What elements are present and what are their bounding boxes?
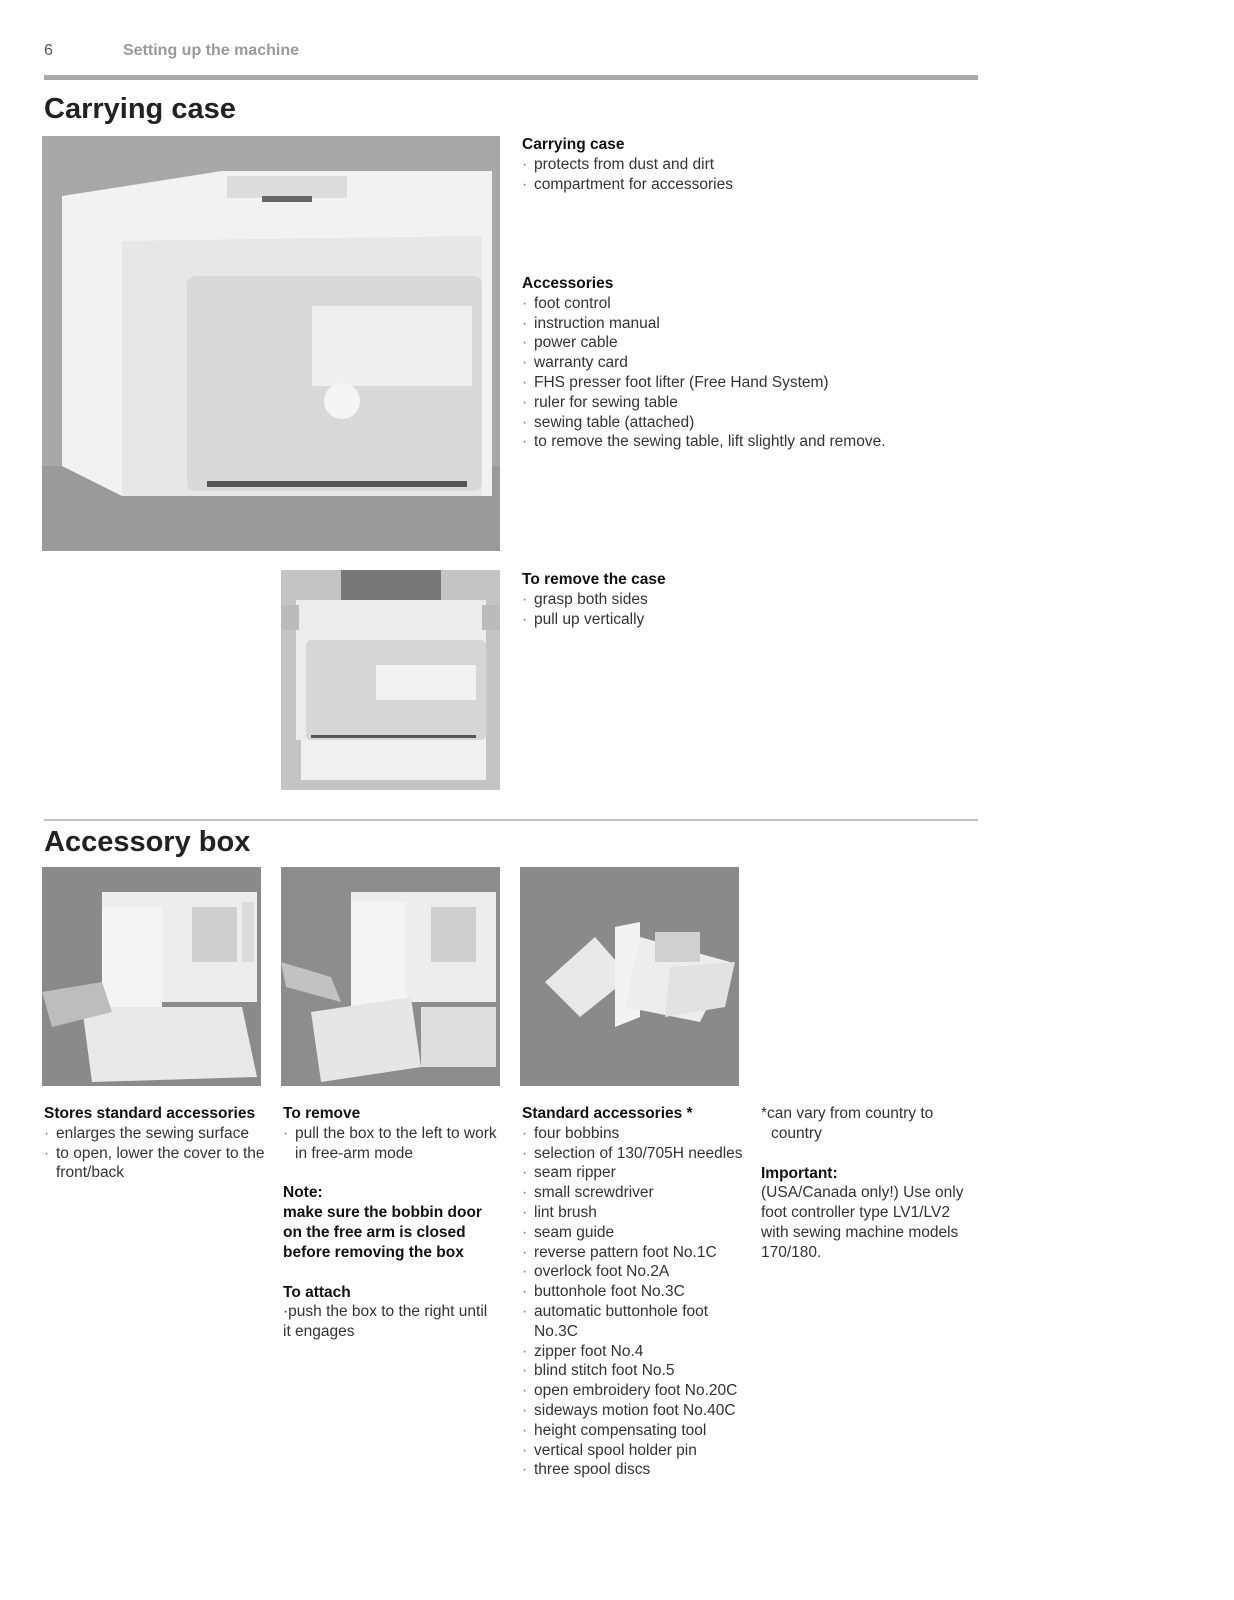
remove-case-title: To remove the case	[522, 571, 666, 588]
list-item: · pull up vertically	[522, 610, 822, 630]
attach-box-text: ·push the box to the right until it engages	[283, 1303, 488, 1341]
list-item: · lint brush	[522, 1203, 754, 1223]
list-item: · pull the box to the left to work in free-arm mode	[283, 1124, 505, 1164]
accessory-box-remove-photo	[281, 867, 500, 1086]
section-heading-accessory-box: Accessory box	[44, 826, 251, 858]
accessories-title: Accessories	[522, 275, 614, 292]
list-item: · open embroidery foot No.20C	[522, 1381, 754, 1401]
list-item: · blind stitch foot No.5	[522, 1361, 754, 1381]
remove-box-description	[283, 1104, 505, 1342]
remove-case-photo	[281, 570, 500, 790]
list-item: · protects from dust and dirt	[522, 155, 982, 175]
stores-accessories-description	[44, 1104, 269, 1183]
list-item: · four bobbins	[522, 1124, 754, 1144]
list-item: · compartment for accessories	[522, 175, 982, 195]
carrying-case-title: Carrying case	[522, 136, 625, 153]
carrying-case-description	[522, 135, 982, 194]
standard-accessories-photo	[520, 867, 739, 1086]
list-item: · overlock foot No.2A	[522, 1262, 754, 1282]
country-footnote: *can vary from country to country	[761, 1105, 934, 1142]
list-item: · seam ripper	[522, 1163, 754, 1183]
accessories-description	[522, 274, 982, 452]
list-item: · seam guide	[522, 1223, 754, 1243]
standard-accessories-list	[522, 1104, 754, 1480]
list-item: · instruction manual	[522, 314, 982, 334]
list-item: · foot control	[522, 294, 982, 314]
list-item: · selection of 130/705H needles	[522, 1144, 754, 1164]
list-item: · height compensating tool	[522, 1421, 754, 1441]
list-item: · vertical spool holder pin	[522, 1441, 754, 1461]
list-item: · power cable	[522, 333, 982, 353]
list-item: · warranty card	[522, 353, 982, 373]
list-item: · buttonhole foot No.3C	[522, 1282, 754, 1302]
list-item: · zipper foot No.4	[522, 1342, 754, 1362]
list-item: · reverse pattern foot No.1C	[522, 1243, 754, 1263]
list-item: · small screwdriver	[522, 1183, 754, 1203]
list-item: · FHS presser foot lifter (Free Hand System)	[522, 373, 982, 393]
section-heading-carrying-case: Carrying case	[44, 93, 236, 125]
attach-box-title: To attach	[283, 1283, 351, 1301]
important-text: (USA/Canada only!) Use only foot controller type LV1/LV2 with sewing machine models 170/180.	[761, 1184, 964, 1261]
running-title: Setting up the machine	[123, 42, 300, 59]
list-item: · to remove the sewing table, lift slightly and remove.	[522, 432, 982, 452]
section-divider	[44, 819, 978, 821]
stores-accessories-title: Stores standard accessories	[44, 1105, 256, 1122]
list-item: · ruler for sewing table	[522, 393, 982, 413]
page-number: 6	[44, 42, 53, 59]
list-item: · grasp both sides	[522, 590, 822, 610]
header-rule	[44, 75, 978, 80]
standard-accessories-title: Standard accessories *	[522, 1105, 693, 1122]
note-title: Note:	[283, 1184, 323, 1202]
list-item: · enlarges the sewing surface	[44, 1124, 269, 1144]
remove-box-title: To remove	[283, 1105, 361, 1122]
list-item: · sideways motion foot No.40C	[522, 1401, 754, 1421]
remove-case-description	[522, 570, 822, 629]
list-item: · sewing table (attached)	[522, 413, 982, 433]
accessory-box-open-photo	[42, 867, 261, 1086]
important-title: Important:	[761, 1164, 838, 1182]
list-item: · automatic buttonhole foot No.3C	[522, 1302, 754, 1342]
carrying-case-photo	[42, 136, 500, 551]
list-item: · to open, lower the cover to the front/back	[44, 1144, 269, 1184]
note-text: make sure the bobbin door on the free arm is closed before removing the box	[283, 1204, 482, 1261]
footnote-column	[761, 1104, 979, 1263]
list-item: · three spool discs	[522, 1460, 754, 1480]
